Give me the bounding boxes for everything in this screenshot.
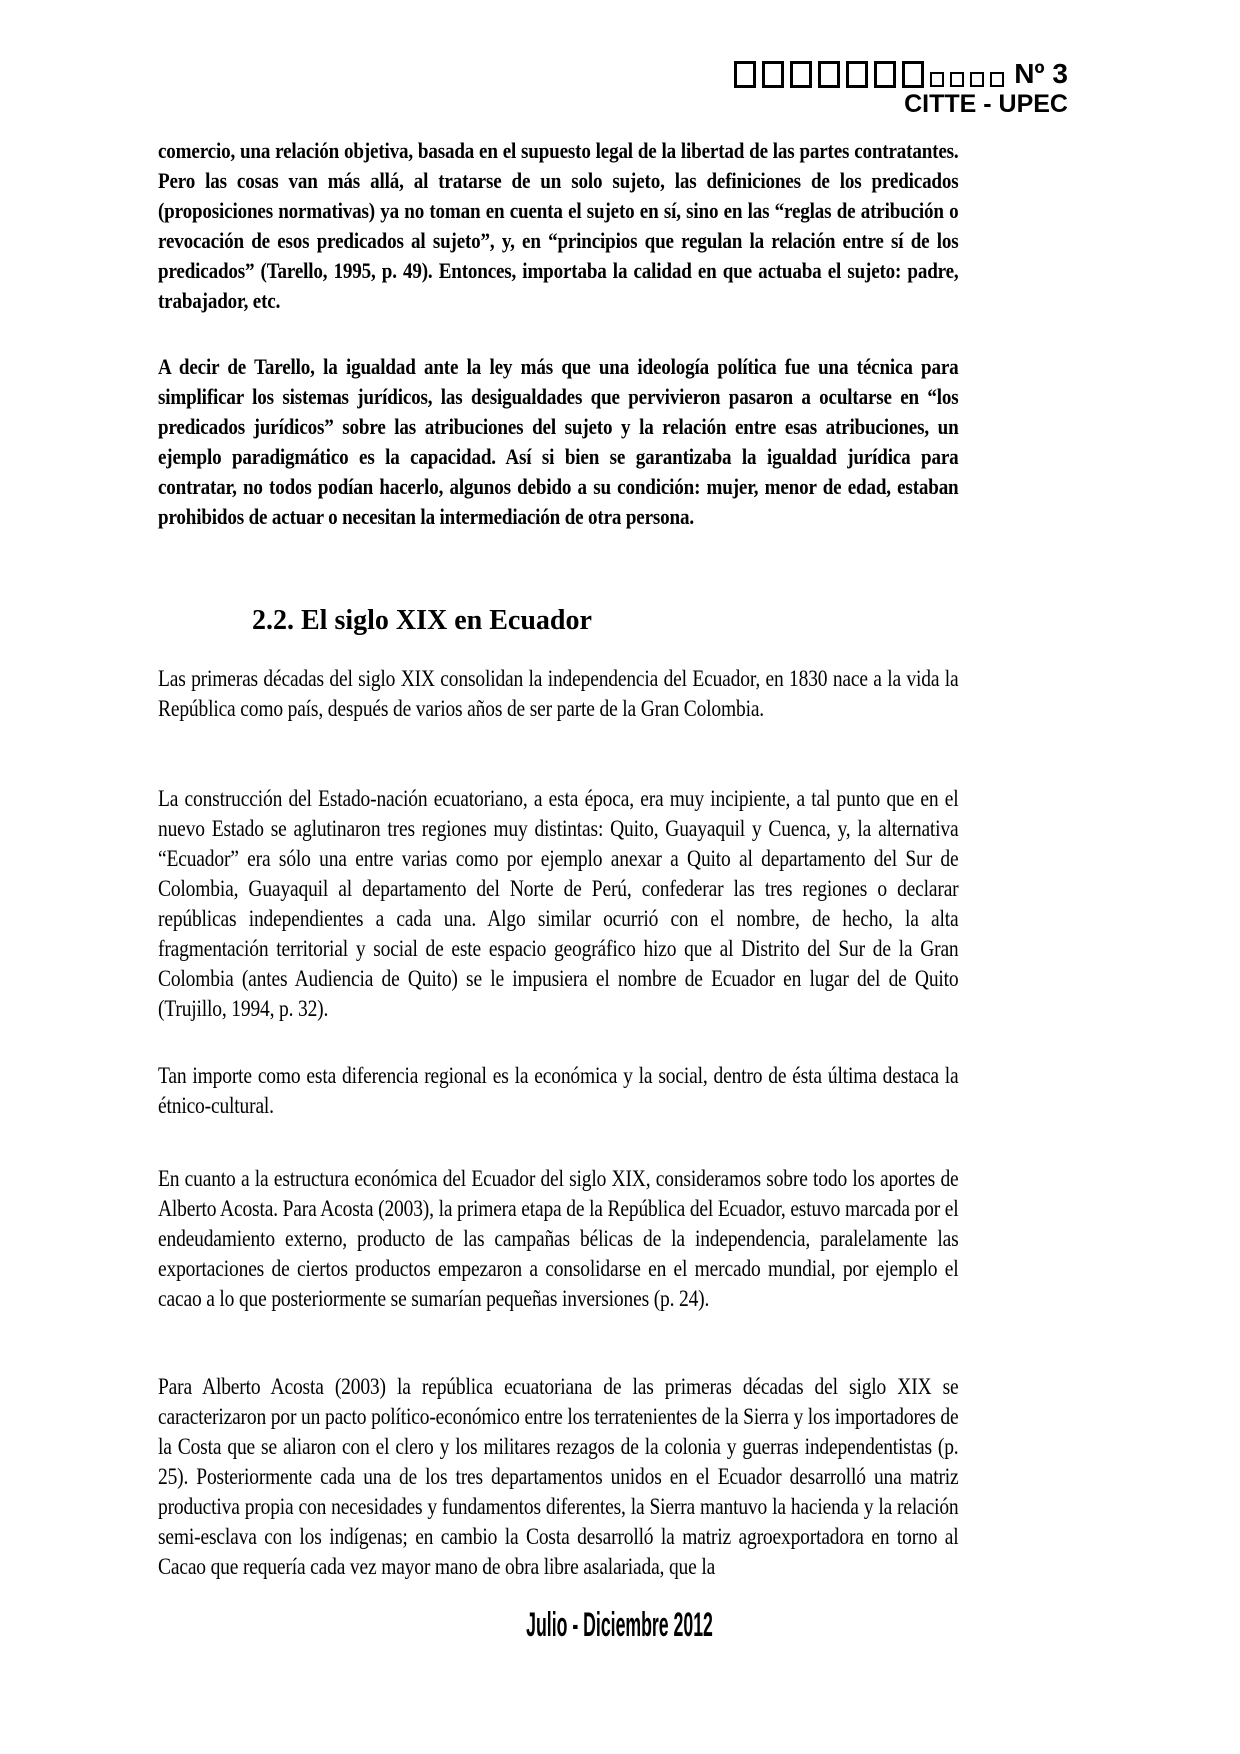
paragraph: Tan importe como esta diferencia regional es la económica y la social, dentro de ésta última destaca la étnico-cultural. (158, 1063, 959, 1118)
paragraph: Para Alberto Acosta (2003) la república ecuatoriana de las primeras décadas del siglo XIX se caracterizaron por un pacto político-económico entre los terratenientes de la Sierra y los importadores de la Costa que se aliaron con el clero y los militares rezagos de la colonia y guerras independentistas (p. 25). Posteriormente cada una de los tres departamentos unidos en el Ecuador desarrolló una matriz productiva propia con necesidades y fundamentos diferentes, la Sierra mantuvo la hacienda y la relación semi-esclava con los indígenas; en cambio la Costa desarrolló la matriz agroexportadora en torno al Cacao que requería cada vez mayor mano de obra libre asalariada, que la (158, 1374, 959, 1579)
issue-number-label: Nº 3 (1014, 58, 1068, 89)
section-heading: 2.2. El siglo XIX en Ecuador (252, 605, 592, 636)
page-header (734, 60, 1068, 118)
paragraph: En cuanto a la estructura económica del Ecuador del siglo XIX, consideramos sobre todo los aportes de Alberto Acosta. Para Acosta (2003), la primera etapa de la República del Ecuador, estuvo marcada por el endeudamiento externo, producto de las campañas bélicas de la independencia, paralelamente las exportaciones de ciertos productos empezaron a consolidarse en el mercado mundial, por ejemplo el cacao a lo que posteriormente se sumarían pequeñas inversiones (p. 24). (158, 1166, 959, 1311)
logo-square-small-icon (950, 72, 964, 87)
logo-square-large-icon (818, 61, 840, 88)
paragraph: comercio, una relación objetiva, basada en el supuesto legal de la libertad de las partes contratantes. Pero las cosas van más allá, al tratarse de un solo sujeto, las definiciones de los predicados (proposiciones normativas) ya no toman en cuenta el sujeto en sí, sino en las “reglas de atribución o revocación de esos predicados al sujeto”, y, en “principios que regulan la relación entre sí de los predicados” (Tarello, 1995, p. 49). Entonces, importaba la calidad en que actuaba el sujeto: padre, trabajador, etc. (158, 138, 959, 313)
logo-square-large-icon (790, 61, 812, 88)
logo-square-small-icon (970, 72, 984, 87)
paragraph: Las primeras décadas del siglo XIX consolidan la independencia del Ecuador, en 1830 nace a la vida la República como país, después de varios años de ser parte de la Gran Colombia. (158, 666, 959, 721)
logo-square-small-icon (990, 72, 1004, 87)
page-footer (0, 1608, 1240, 1642)
footer-issue-period: Julio - Diciembre 2012 (526, 1606, 714, 1644)
paragraph: La construcción del Estado-nación ecuatoriano, a esta época, era muy incipiente, a tal punto que en el nuevo Estado se aglutinaron tres regiones muy distintas: Quito, Guayaquil y Cuenca, y, la alternativa “Ecuador” era sólo una entre varias como por ejemplo anexar a Quito al departamento del Sur de Colombia, Guayaquil al departamento del Norte de Perú, confederar las tres regiones o declarar repúblicas independientes a cada una. Algo similar ocurrió con el nombre, de hecho, la alta fragmentación territorial y social de este espacio geográfico hizo que al Distrito del Sur de la Gran Colombia (antes Audiencia de Quito) se le impusiera el nombre de Ecuador en lugar del de Quito (Trujillo, 1994, p. 32). (158, 786, 959, 1021)
paragraph: A decir de Tarello, la igualdad ante la ley más que una ideología política fue una técnica para simplificar los sistemas jurídicos, las desigualdades que pervivieron pasaron a ocultarse en “los predicados jurídicos” sobre las atribuciones del sujeto y la relación entre esas atribuciones, un ejemplo paradigmático es la capacidad. Así si bien se garantizaba la igualdad jurídica para contratar, no todos podían hacerlo, algunos debido a su condición: mujer, menor de edad, estaban prohibidos de actuar o necesitan la intermediación de otra persona. (158, 354, 959, 529)
header-logo-row (734, 60, 1068, 88)
organization-label: CITTE - UPEC (904, 90, 1068, 118)
logo-squares (734, 61, 1004, 88)
logo-square-large-icon (846, 61, 868, 88)
logo-square-small-icon (930, 72, 944, 87)
logo-square-large-icon (902, 61, 924, 88)
logo-square-large-icon (734, 61, 756, 88)
logo-square-large-icon (762, 61, 784, 88)
logo-square-large-icon (874, 61, 896, 88)
